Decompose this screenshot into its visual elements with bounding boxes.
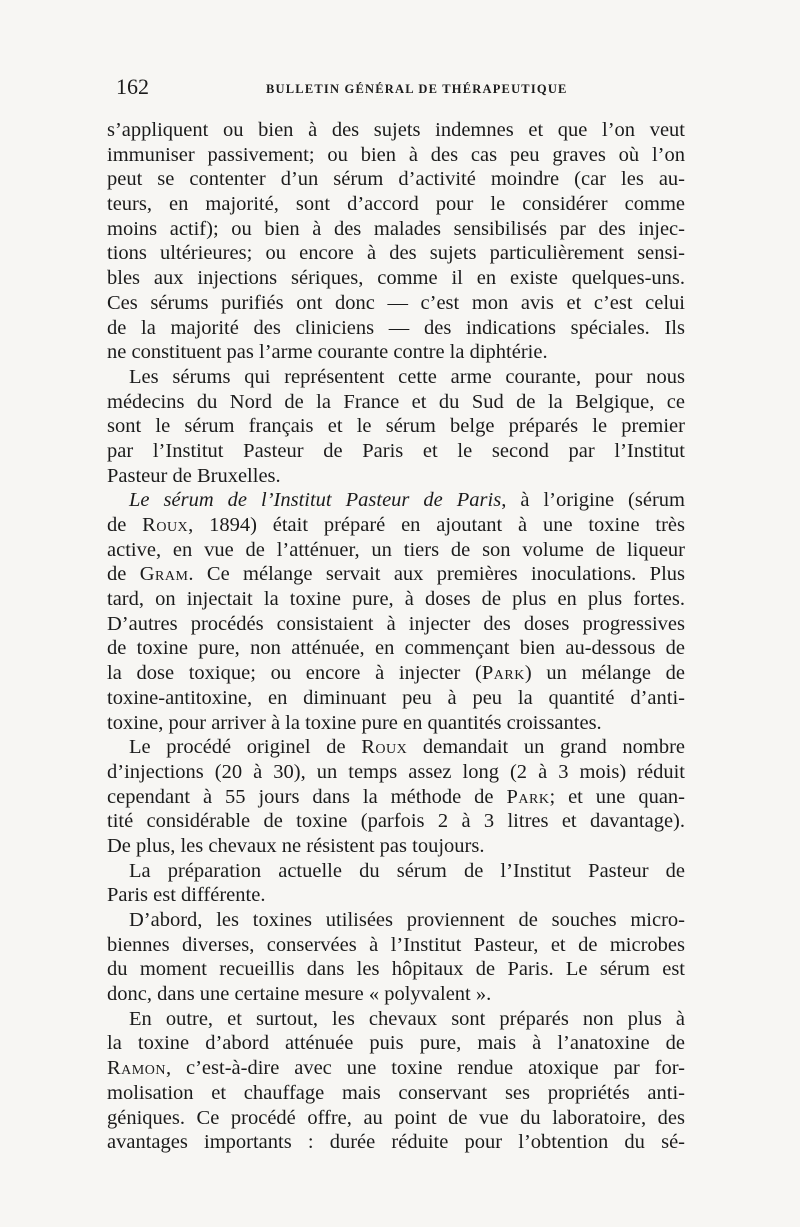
text-run: Ces sérums purifiés ont donc — c’est mon avis et c’est celui [107, 291, 685, 314]
text-run: bles aux injections sériques, comme il en existe quelques-uns. [107, 267, 685, 290]
text-line [107, 686, 685, 711]
text-line [107, 933, 685, 958]
text-run: d’injections (20 à 30), un temps assez long (2 à 3 mois) réduit [107, 760, 685, 783]
text-run: demandait un grand nombre [407, 736, 685, 759]
text-line [107, 785, 685, 810]
text-line [107, 167, 685, 192]
text-run: de [107, 563, 140, 586]
text-run: Gram [139, 563, 189, 586]
text-line [107, 439, 685, 464]
text-line [107, 291, 685, 316]
text-run: . Ce mélange servait aux premières inoculations. Plus [188, 563, 685, 586]
text-run: du moment recueillis dans les hôpitaux de Paris. Le sérum est [107, 958, 685, 981]
text-run: active, en vue de l’atténuer, un tiers de son volume de liqueur [107, 538, 685, 561]
text-run: Pasteur de Bruxelles. [107, 464, 281, 487]
text-run: tard, on injectait la toxine pure, à doses de plus en plus fortes. [107, 588, 685, 611]
text-line [107, 1031, 685, 1056]
text-line [107, 538, 685, 563]
text-line [107, 1007, 685, 1032]
text-line [107, 1130, 685, 1155]
text-line [107, 118, 685, 143]
text-run: toxine-antitoxine, en diminuant peu à peu la quantité d’anti- [107, 686, 685, 709]
text-run: La préparation actuelle du sérum de l’Institut Pasteur de [129, 859, 685, 882]
text-line [107, 661, 685, 686]
text-run: ; et une quan- [549, 785, 686, 808]
text-line [107, 414, 685, 439]
page-number: 162 [116, 74, 149, 99]
text-line [107, 143, 685, 168]
text-line [107, 464, 685, 489]
text-run: , 1894) était préparé en ajoutant à une toxine très [188, 514, 685, 536]
text-line [107, 908, 685, 933]
text-run: de toxine pure, non atténuée, en commençant bien au-dessous de [107, 637, 685, 660]
body-text [107, 118, 685, 1155]
text-run: Park [481, 662, 525, 685]
text-run: peut se contenter d’un sérum d’activité moindre (car les au- [107, 168, 685, 191]
text-line [107, 192, 685, 217]
text-line [107, 217, 685, 242]
text-line [107, 390, 685, 415]
text-line [107, 1056, 685, 1081]
text-run: Ramon [107, 1057, 166, 1080]
text-run: sont le sérum français et le sérum belge préparés le premier [107, 415, 685, 438]
text-run: biennes diverses, conservées à l’Institut Pasteur, et de microbes [107, 933, 685, 956]
text-run: la toxine d’abord atténuée puis pure, mais à l’anatoxine de [107, 1032, 685, 1055]
text-run: D’abord, les toxines utilisées proviennent de souches micro- [129, 909, 685, 931]
text-run: cependant à 55 jours dans la méthode de [107, 785, 507, 808]
text-line [107, 883, 685, 908]
text-run: Le sérum de l’Institut Pasteur de Paris [129, 489, 502, 512]
running-title: BULLETIN GÉNÉRAL DE THÉRAPEUTIQUE [266, 82, 568, 96]
text-run: toxine, pour arriver à la toxine pure en quantités croissantes. [107, 711, 602, 734]
text-run: Roux [142, 514, 189, 536]
text-run: Paris est différente. [107, 884, 266, 907]
text-line [107, 612, 685, 637]
text-run: , c’est-à-dire avec une toxine rendue atoxique par for- [165, 1057, 685, 1080]
text-run: avantages importants : durée réduite pour l’obtention du sé- [107, 1131, 685, 1154]
page-header [116, 74, 696, 106]
text-line [107, 982, 685, 1007]
text-line [107, 1106, 685, 1131]
text-run: ne constituent pas l’arme courante contre la diphtérie. [107, 341, 548, 364]
text-run: teurs, en majorité, sont d’accord pour le considérer comme [107, 193, 685, 216]
text-line [107, 809, 685, 834]
text-run: médecins du Nord de la France et du Sud de la Belgique, ce [107, 390, 685, 413]
text-line [107, 316, 685, 341]
text-line [107, 241, 685, 266]
text-line [107, 587, 685, 612]
text-run: de [107, 514, 143, 536]
text-run: par l’Institut Pasteur de Paris et le second par l’Institut [107, 439, 685, 462]
text-run: Le procédé originel de [129, 736, 362, 759]
text-line [107, 340, 685, 365]
text-run: De plus, les chevaux ne résistent pas toujours. [107, 834, 485, 857]
text-line [107, 1081, 685, 1106]
text-run: , à l’origine (sérum [501, 489, 685, 512]
text-line [107, 859, 685, 884]
text-run: géniques. Ce procédé offre, au point de vue du laboratoire, des [107, 1106, 685, 1129]
text-run: En outre, et surtout, les chevaux sont préparés non plus à [129, 1007, 685, 1030]
text-run: ) un mélange de [524, 662, 685, 685]
text-run: tité considérable de toxine (parfois 2 à 3 litres et davantage). [107, 810, 685, 833]
text-run: de la majorité des cliniciens — des indications spéciales. Ils [107, 316, 685, 339]
text-line [107, 513, 685, 538]
text-line [107, 365, 685, 390]
text-run: molisation et chauffage mais conservant ses propriétés anti- [107, 1081, 685, 1104]
text-run: moins actif); ou bien à des malades sensibilisés par des injec- [107, 217, 685, 240]
text-line [107, 488, 685, 513]
text-run: la dose toxique; ou encore à injecter ( [107, 662, 482, 685]
text-run: D’autres procédés consistaient à injecter des doses progressives [107, 612, 685, 635]
text-line [107, 711, 685, 736]
text-line [107, 760, 685, 785]
text-run: immuniser passivement; ou bien à des cas peu graves où l’on [107, 143, 685, 166]
text-line [107, 957, 685, 982]
text-run: Les sérums qui représentent cette arme courante, pour nous [129, 365, 685, 388]
text-run: Park [506, 785, 550, 808]
text-run: s’appliquent ou bien à des sujets indemnes et que l’on veut [107, 119, 685, 141]
text-line [107, 266, 685, 291]
text-run: donc, dans une certaine mesure « polyvalent ». [107, 983, 492, 1006]
text-line [107, 735, 685, 760]
text-line [107, 636, 685, 661]
text-run: tions ultérieures; ou encore à des sujets particulièrement sensi- [107, 242, 685, 265]
text-run: Roux [361, 736, 408, 759]
text-line [107, 562, 685, 587]
text-line [107, 834, 685, 859]
